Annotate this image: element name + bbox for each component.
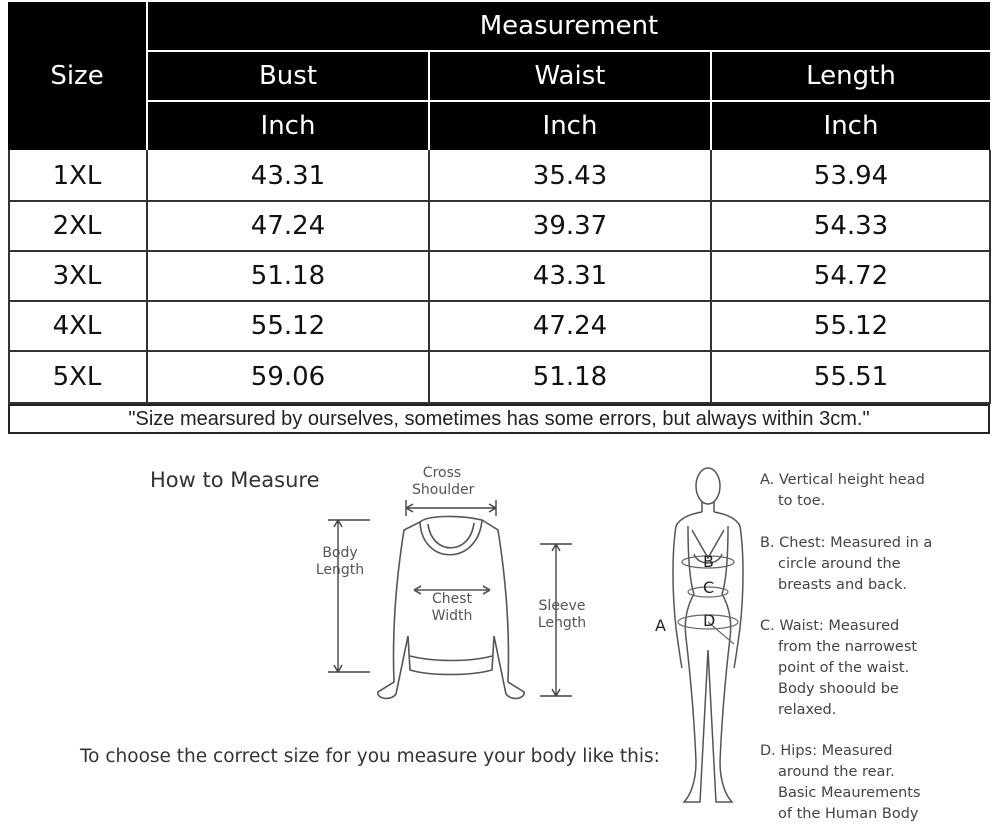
legend-d	[760, 741, 990, 825]
legend-line: Basic Meaurements	[778, 785, 921, 801]
body-length-label	[312, 545, 368, 579]
length-cell: 54.72	[813, 261, 889, 291]
sleeve-length-label	[532, 598, 592, 632]
legend-b	[760, 533, 990, 596]
bust-unit-header: Inch	[148, 102, 428, 150]
size-cell: 4XL	[52, 311, 102, 341]
length-cell: 53.94	[813, 161, 889, 191]
legend-line: Body shoould be	[778, 681, 899, 697]
chest-width-label	[424, 591, 480, 625]
waist-cell: 39.37	[532, 211, 608, 241]
waist-unit-header: Inch	[430, 102, 710, 150]
legend-line: circle around the	[778, 556, 901, 572]
waist-cell: 47.24	[532, 311, 608, 341]
length-cell: 54.33	[813, 211, 889, 241]
label-line: Cross	[422, 465, 462, 481]
size-cell: 1XL	[52, 161, 102, 191]
legend-c	[760, 616, 990, 721]
legend-line: relaxed.	[778, 702, 837, 718]
waist-column-header: Waist	[430, 52, 710, 100]
size-cell: 3XL	[52, 261, 102, 291]
label-line: Sleeve	[538, 598, 586, 614]
waist-cell: 43.31	[532, 261, 608, 291]
legend-line: of the Human Body	[778, 806, 919, 822]
bust-cell: 59.06	[250, 362, 326, 392]
label-line: Length	[537, 615, 587, 631]
label-line: Chest	[431, 591, 473, 607]
label-line: Width	[431, 608, 473, 624]
label-line: Shoulder	[412, 482, 475, 498]
bust-cell: 47.24	[250, 211, 326, 241]
bust-cell: 43.31	[250, 161, 326, 191]
legend-line: C. Waist: Measured	[760, 618, 900, 634]
legend-line: breasts and back.	[778, 577, 908, 593]
bust-cell: 51.18	[250, 261, 326, 291]
size-cell: 5XL	[52, 362, 102, 392]
measurement-note: "Size mearsured by ourselves, sometimes has some errors, but always within 3cm."	[8, 404, 990, 434]
legend-line: around the rear.	[778, 764, 895, 780]
bust-cell: 55.12	[250, 311, 326, 341]
legend-a	[760, 470, 990, 512]
label-line: Body	[322, 545, 358, 561]
length-column-header: Length	[712, 52, 990, 100]
waist-cell: 51.18	[532, 362, 608, 392]
human-body-diagram	[660, 462, 760, 812]
body-marker-c: C	[703, 578, 715, 597]
body-marker-d: D	[703, 611, 716, 630]
measurement-header: Measurement	[148, 2, 990, 50]
legend-line: B. Chest: Measured in a	[760, 535, 933, 551]
length-unit-header: Inch	[712, 102, 990, 150]
size-column-header: Size	[8, 2, 146, 150]
bust-column-header: Bust	[148, 52, 428, 100]
length-cell: 55.12	[813, 311, 889, 341]
length-cell: 55.51	[813, 362, 889, 392]
body-marker-b: B	[703, 552, 714, 571]
legend-line: point of the waist.	[778, 660, 910, 676]
label-line: Length	[315, 562, 365, 578]
legend-line: A. Vertical height head	[760, 472, 925, 488]
size-cell: 2XL	[52, 211, 102, 241]
body-marker-a: A	[655, 616, 666, 635]
waist-cell: 35.43	[532, 161, 608, 191]
cross-shoulder-label	[412, 465, 475, 499]
instruction-text: To choose the correct size for you measure your body like this:	[80, 746, 660, 767]
how-to-measure-title: How to Measure	[150, 468, 320, 492]
legend-line: to toe.	[778, 493, 826, 509]
legend-line: D. Hips: Measured	[760, 743, 893, 759]
legend-line: from the narrowest	[778, 639, 918, 655]
